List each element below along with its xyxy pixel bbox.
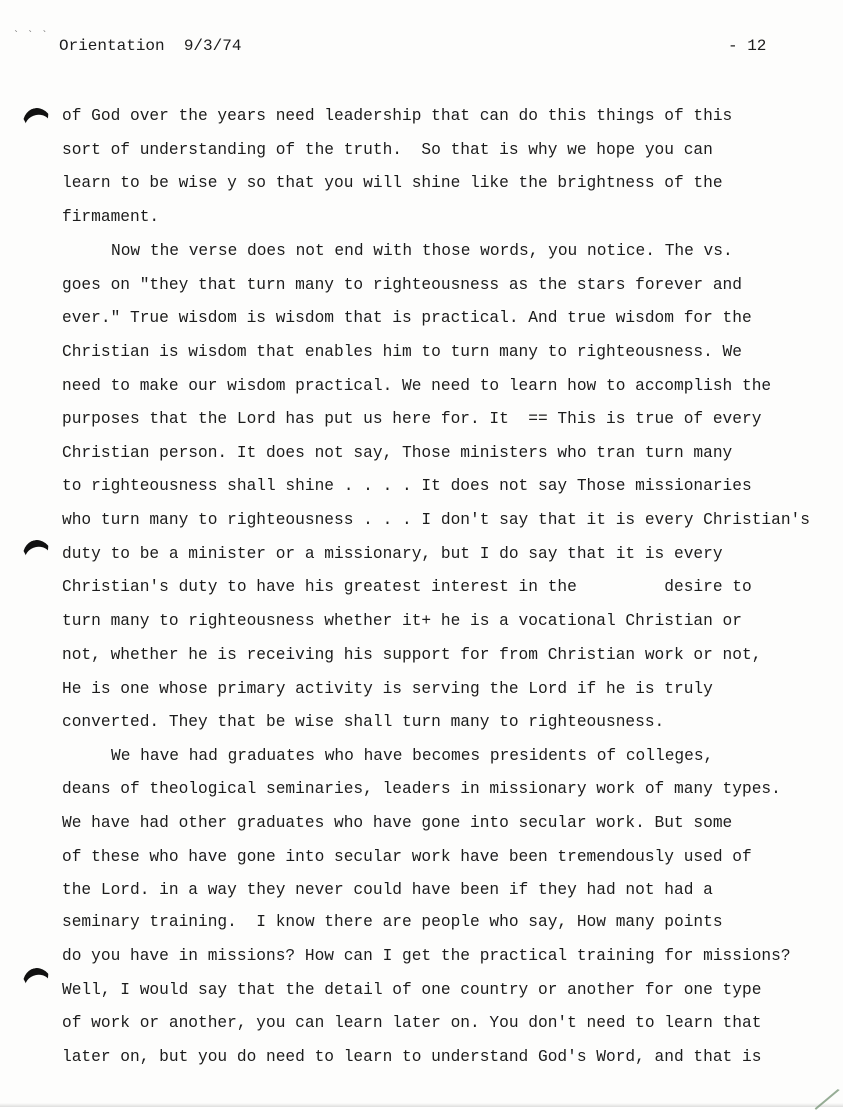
punch-hole-mark	[20, 537, 55, 570]
margin-marks: ` ` `	[14, 30, 51, 41]
text-line: to righteousness shall shine . . . . It does not say Those missionaries	[62, 477, 752, 495]
text-line: of these who have gone into secular work have been tremendously used of	[62, 848, 752, 866]
text-line: do you have in missions? How can I get the practical training for missions?	[62, 947, 791, 965]
text-line: need to make our wisdom practical. We need to learn how to accomplish the	[62, 377, 772, 395]
text-line: deans of theological seminaries, leaders in missionary work of many types.	[62, 780, 781, 798]
text-line: converted. They that be wise shall turn many to righteousness.	[62, 713, 665, 731]
text-line: We have had graduates who have becomes presidents of colleges,	[111, 747, 714, 765]
text-line: Well, I would say that the detail of one country or another for one type	[62, 981, 762, 999]
text-line: of God over the years need leadership that can do this things of this	[62, 107, 733, 125]
page-header-title: Orientation 9/3/74	[59, 37, 242, 55]
page-bottom-edge	[0, 1103, 843, 1107]
text-line: duty to be a minister or a missionary, but I do say that it is every	[62, 545, 723, 563]
text-line: Christian is wisdom that enables him to turn many to righteousness. We	[62, 343, 742, 361]
text-line: He is one whose primary activity is serving the Lord if he is truly	[62, 680, 713, 698]
text-line: purposes that the Lord has put us here for. It == This is true of every	[62, 410, 762, 428]
text-line: of work or another, you can learn later on. You don't need to learn that	[62, 1014, 762, 1032]
text-line: seminary training. I know there are people who say, How many points	[62, 913, 723, 931]
text-line: firmament.	[62, 208, 160, 226]
punch-hole-mark	[20, 105, 55, 138]
text-line: learn to be wise y so that you will shine like the brightness of the	[62, 174, 723, 192]
text-line: who turn many to righteousness . . . I don't say that it is every Christian's	[62, 511, 810, 529]
text-line: goes on "they that turn many to righteousness as the stars forever and	[62, 276, 742, 294]
text-line: later on, but you do need to learn to understand God's Word, and that is	[62, 1048, 762, 1066]
text-line: We have had other graduates who have gone into secular work. But some	[62, 814, 733, 832]
text-line: turn many to righteousness whether it+ he is a vocational Christian or	[62, 612, 742, 630]
text-line: Christian's duty to have his greatest interest in the desire to	[62, 578, 752, 596]
text-line: ever." True wisdom is wisdom that is practical. And true wisdom for the	[62, 309, 752, 327]
text-line: not, whether he is receiving his support for from Christian work or not,	[62, 646, 762, 664]
punch-hole-mark	[20, 965, 55, 998]
text-line: the Lord. in a way they never could have been if they had not had a	[62, 881, 713, 899]
text-line: Christian person. It does not say, Those ministers who tran turn many	[62, 444, 733, 462]
text-line: sort of understanding of the truth. So that is why we hope you can	[62, 141, 713, 159]
text-line: Now the verse does not end with those words, you notice. The vs.	[111, 242, 733, 260]
page-number: - 12	[728, 37, 767, 55]
